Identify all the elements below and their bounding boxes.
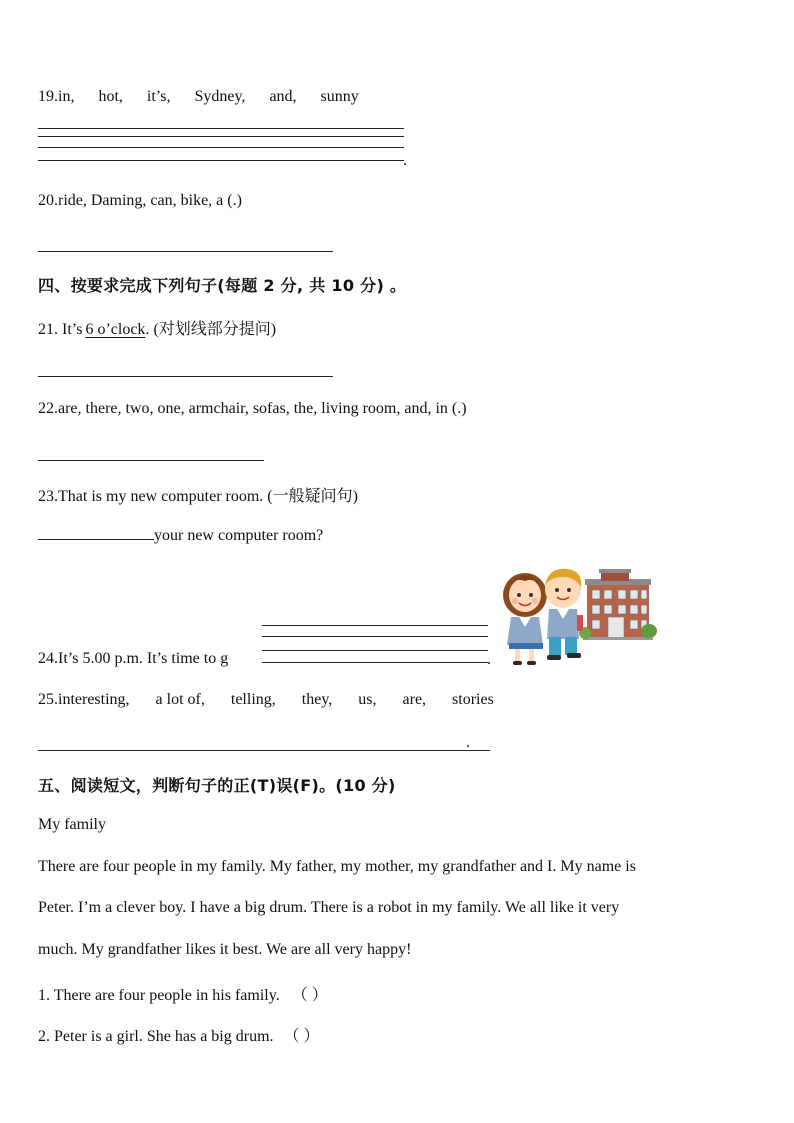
q19-number: 19. (38, 88, 58, 105)
q19-word: and, (269, 88, 297, 105)
q19-answer-line[interactable] (38, 160, 404, 161)
q21-suffix: . (对划线部分提问) (145, 321, 277, 338)
passage-title: My family (38, 816, 106, 833)
q19-word: sunny (320, 88, 359, 105)
q19-word: in, (58, 88, 75, 105)
q20-answer-line[interactable] (38, 251, 333, 252)
q19-answer-line[interactable] (38, 136, 404, 137)
q25-word: are, (402, 691, 427, 708)
tf-question-text: 1. There are four people in his family. (38, 987, 280, 1004)
q21-underlined: 6 o’clock (85, 321, 146, 338)
q23-answer-suffix: your new computer room? (154, 527, 324, 544)
tf-question-text: 2. Peter is a girl. She has a big drum. (38, 1028, 274, 1045)
q25-word: us, (358, 691, 377, 708)
boy-student-icon (545, 569, 583, 660)
q25-word: interesting, (58, 691, 130, 708)
passage-line: much. My grandfather likes it best. We are all very happy! (38, 941, 412, 958)
q19-end-mark: . (403, 152, 407, 169)
q24-answer-line[interactable] (262, 662, 488, 663)
q24-answer-line[interactable] (262, 625, 488, 626)
q21-answer-line[interactable] (38, 376, 333, 377)
q25-word: a lot of, (155, 691, 205, 708)
school-building-icon (579, 569, 657, 640)
tf-question (38, 982, 328, 1005)
tf-question (38, 1023, 320, 1046)
q25-end-mark: . (466, 734, 470, 751)
q19-words (38, 88, 359, 106)
q24-answer-line[interactable] (262, 636, 488, 637)
tf-answer-bracket[interactable]: （ ） (283, 1028, 320, 1045)
q22-text: 22.are, there, two, one, armchair, sofas, the, living room, and, in (.) (38, 400, 467, 417)
q25-word: they, (301, 691, 333, 708)
tf-answer-bracket[interactable]: （ ） (291, 987, 328, 1004)
q24-answer-line[interactable] (262, 650, 488, 651)
students-school-illustration (497, 565, 657, 667)
q23-text: 23.That is my new computer room. (一般疑问句) (38, 488, 358, 505)
q21-prefix: 21. It’s (38, 321, 83, 338)
q19-word: Sydney, (194, 88, 246, 105)
q24-end-mark: . (487, 651, 491, 668)
passage-line: Peter. I’m a clever boy. I have a big drum. There is a robot in my family. We all like it very (38, 899, 620, 916)
girl-student-icon (503, 573, 547, 665)
q23-blank[interactable] (38, 525, 154, 540)
q25-answer-line[interactable] (38, 750, 490, 751)
q25-word: stories (452, 691, 494, 708)
q25-word: telling, (230, 691, 276, 708)
section5-title: 五、阅读短文，判断句子的正(T)误(F)。(10 分) (38, 776, 396, 795)
q19-answer-line[interactable] (38, 128, 404, 129)
q24-text: 24.It’s 5.00 p.m. It’s time to g (38, 650, 229, 667)
q22-answer-line[interactable] (38, 460, 264, 461)
q25-words (38, 691, 494, 709)
q23-answer (38, 525, 323, 545)
q19-answer-line[interactable] (38, 147, 404, 148)
q19-word: hot, (98, 88, 123, 105)
section4-title: 四、按要求完成下列句子(每题 2 分, 共 10 分) 。 (38, 276, 407, 295)
q21-text (38, 316, 276, 339)
q25-number: 25. (38, 691, 58, 708)
q19-word: it’s, (146, 88, 171, 105)
q20-text: 20.ride, Daming, can, bike, a (.) (38, 192, 242, 209)
passage-line: There are four people in my family. My father, my mother, my grandfather and I. My name is (38, 858, 636, 875)
